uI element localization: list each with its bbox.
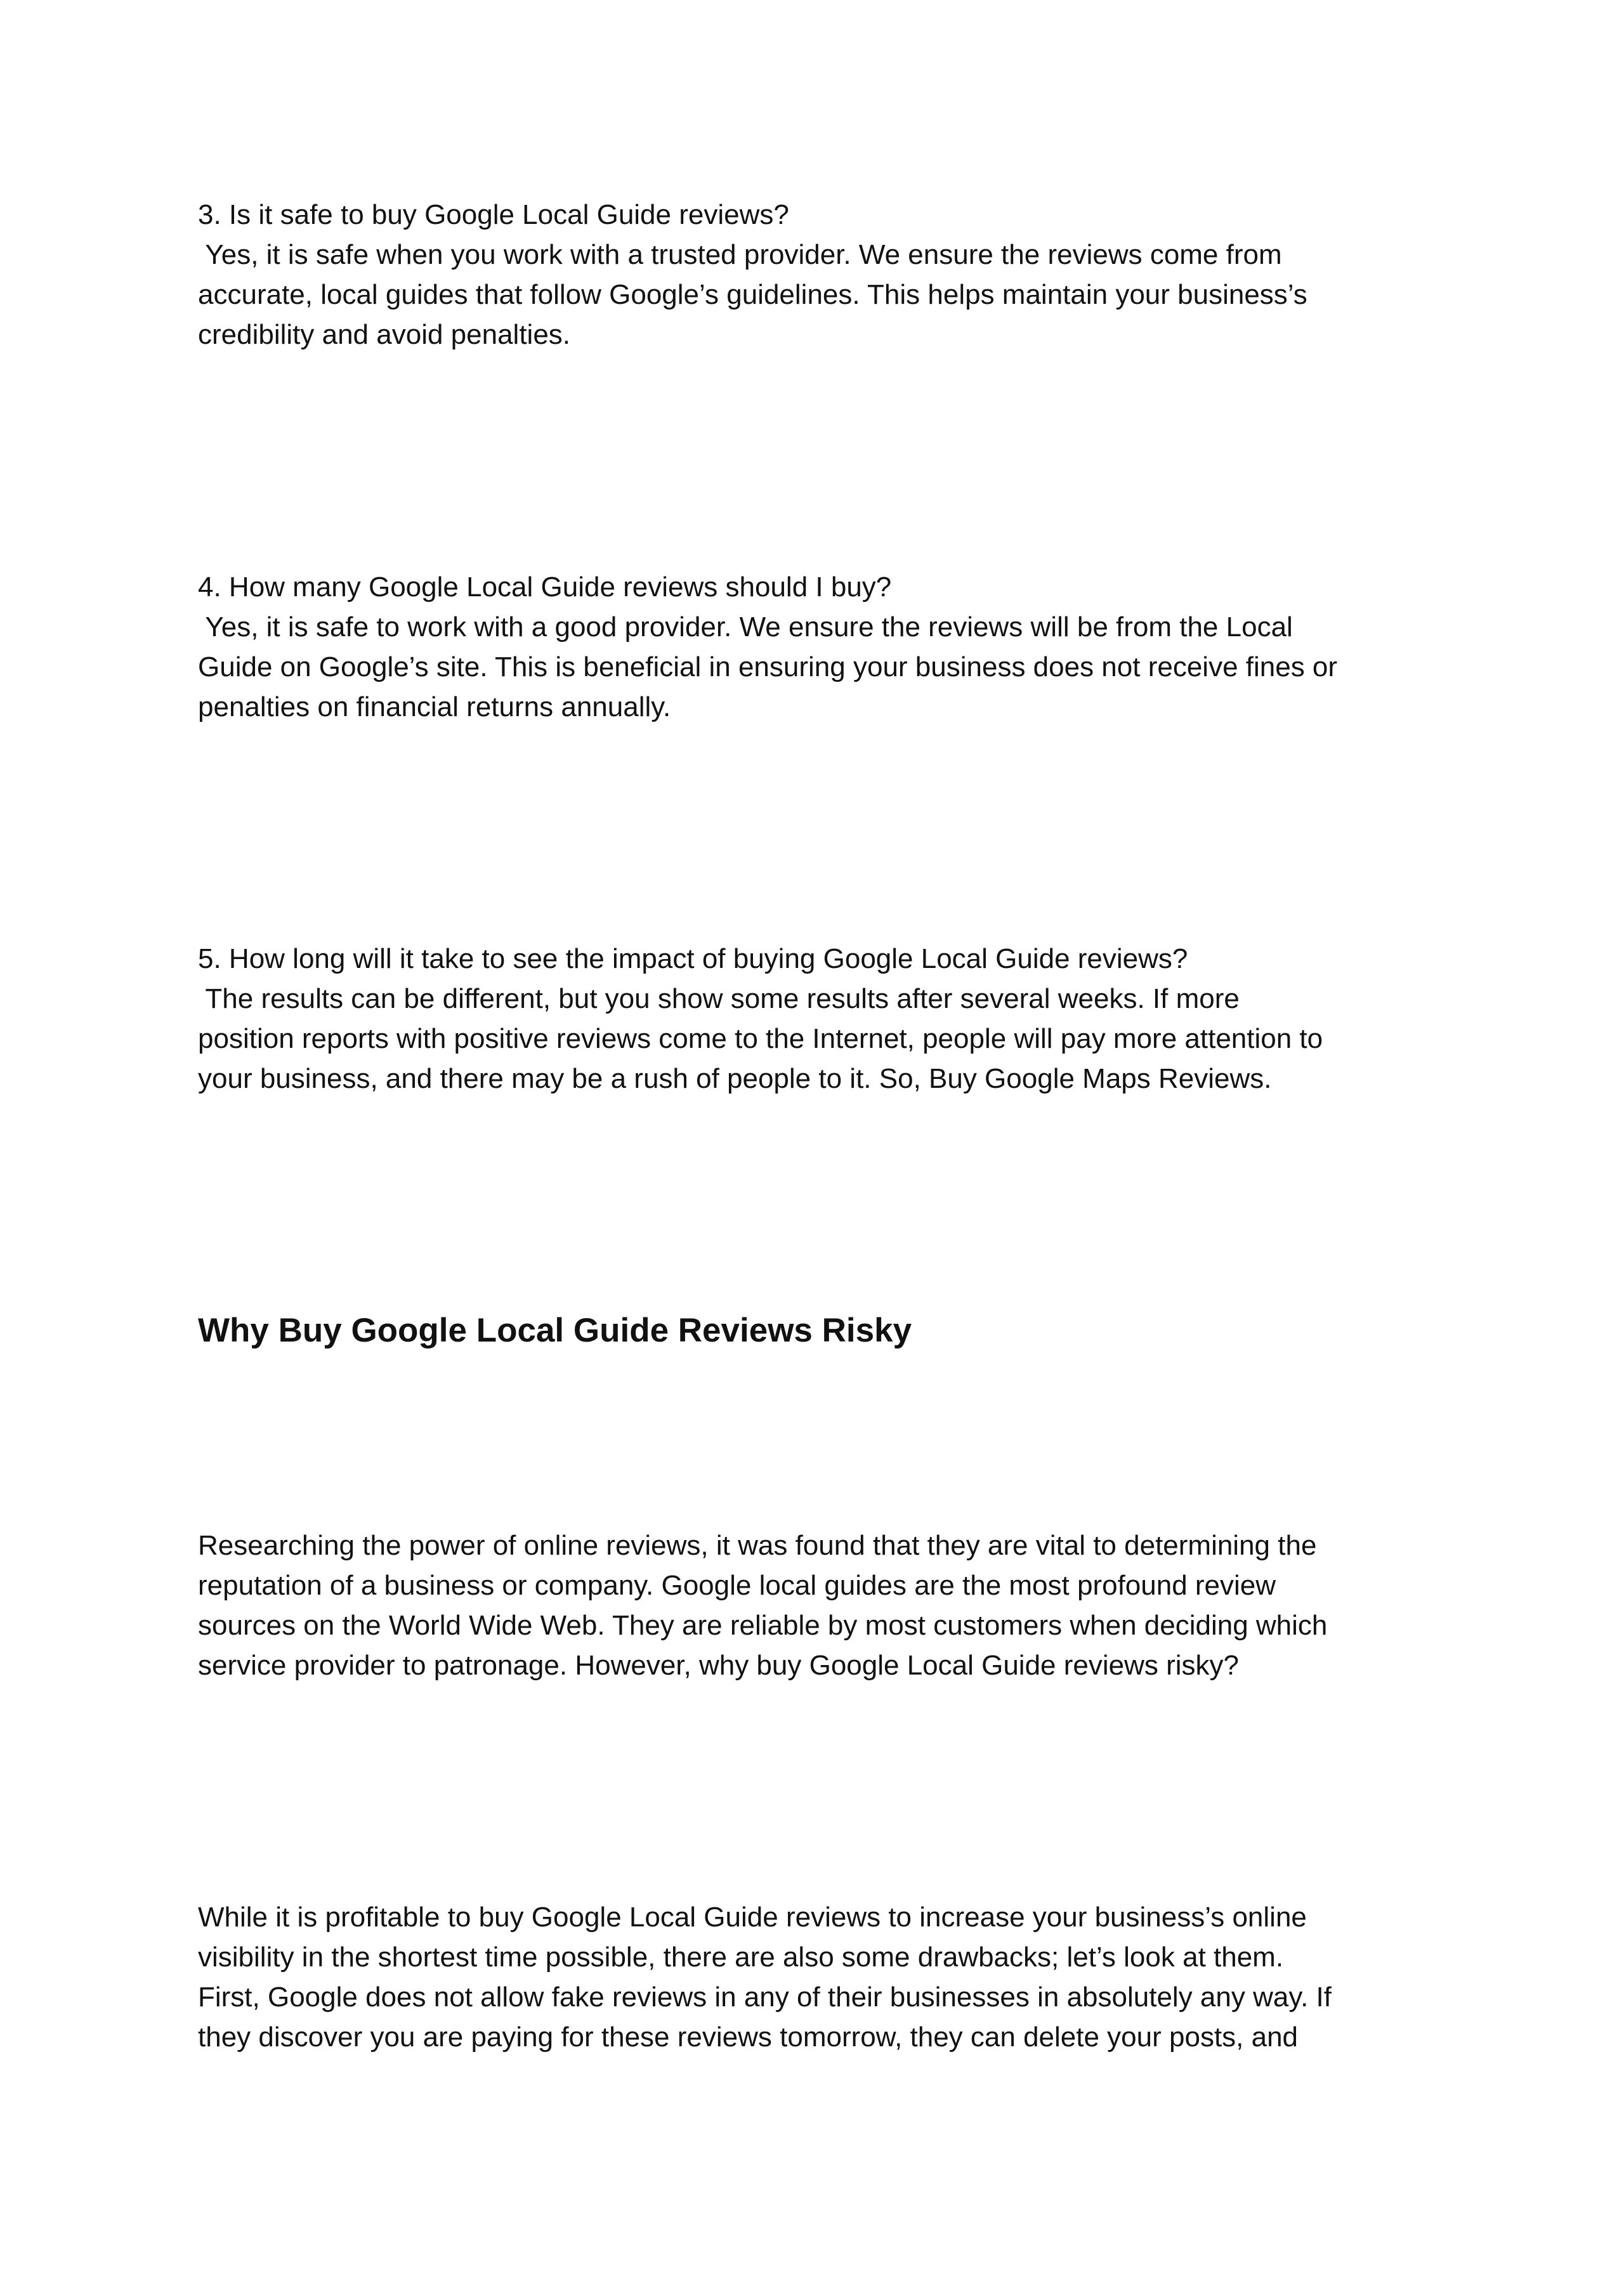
- faq-question: 5. How long will it take to see the impact of buying Google Local Guide reviews?: [198, 943, 1188, 974]
- paragraph-line: While it is profitable to buy Google Local Guide reviews to increase your business’s online: [198, 1902, 1307, 1933]
- paragraph-line: Researching the power of online reviews, it was found that they are vital to determining the: [198, 1530, 1317, 1561]
- paragraph-line: visibility in the shortest time possible, there are also some drawbacks; let’s look at them.: [198, 1942, 1284, 1973]
- section-heading: Why Buy Google Local Guide Reviews Risky: [198, 1312, 912, 1349]
- paragraph-line: reputation of a business or company. Google local guides are the most profound review: [198, 1570, 1276, 1601]
- faq-item-5: [198, 939, 1454, 1099]
- section-paragraph-1: [198, 1525, 1454, 1685]
- faq-answer-line: The results can be different, but you show some results after several weeks. If more: [198, 983, 1240, 1014]
- paragraph-line: service provider to patronage. However, why buy Google Local Guide reviews risky?: [198, 1650, 1240, 1681]
- faq-question: 4. How many Google Local Guide reviews should I buy?: [198, 572, 892, 603]
- faq-answer-line: penalties on financial returns annually.: [198, 691, 671, 722]
- paragraph-line: they discover you are paying for these reviews tomorrow, they can delete your posts, and: [198, 2022, 1299, 2053]
- faq-answer-line: Yes, it is safe to work with a good provider. We ensure the reviews will be from the Local: [198, 611, 1293, 643]
- paragraph-line: First, Google does not allow fake reviews in any of their businesses in absolutely any way. If: [198, 1982, 1332, 2013]
- paragraph-line: sources on the World Wide Web. They are reliable by most customers when deciding which: [198, 1610, 1328, 1641]
- faq-item-4: [198, 567, 1454, 727]
- faq-answer-line: Guide on Google’s site. This is beneficial in ensuring your business does not receive fines or: [198, 651, 1338, 683]
- faq-question: 3. Is it safe to buy Google Local Guide reviews?: [198, 199, 789, 230]
- faq-answer-line: accurate, local guides that follow Google’s guidelines. This helps maintain your business’s: [198, 279, 1307, 310]
- faq-answer-line: credibility and avoid penalties.: [198, 319, 571, 350]
- faq-item-3: [198, 195, 1454, 355]
- faq-answer-line: Yes, it is safe when you work with a trusted provider. We ensure the reviews come from: [198, 239, 1282, 270]
- faq-answer-line: position reports with positive reviews come to the Internet, people will pay more attention to: [198, 1023, 1323, 1054]
- faq-answer-line: your business, and there may be a rush of people to it. So, Buy Google Maps Reviews.: [198, 1063, 1272, 1094]
- section-paragraph-2: [198, 1897, 1454, 2057]
